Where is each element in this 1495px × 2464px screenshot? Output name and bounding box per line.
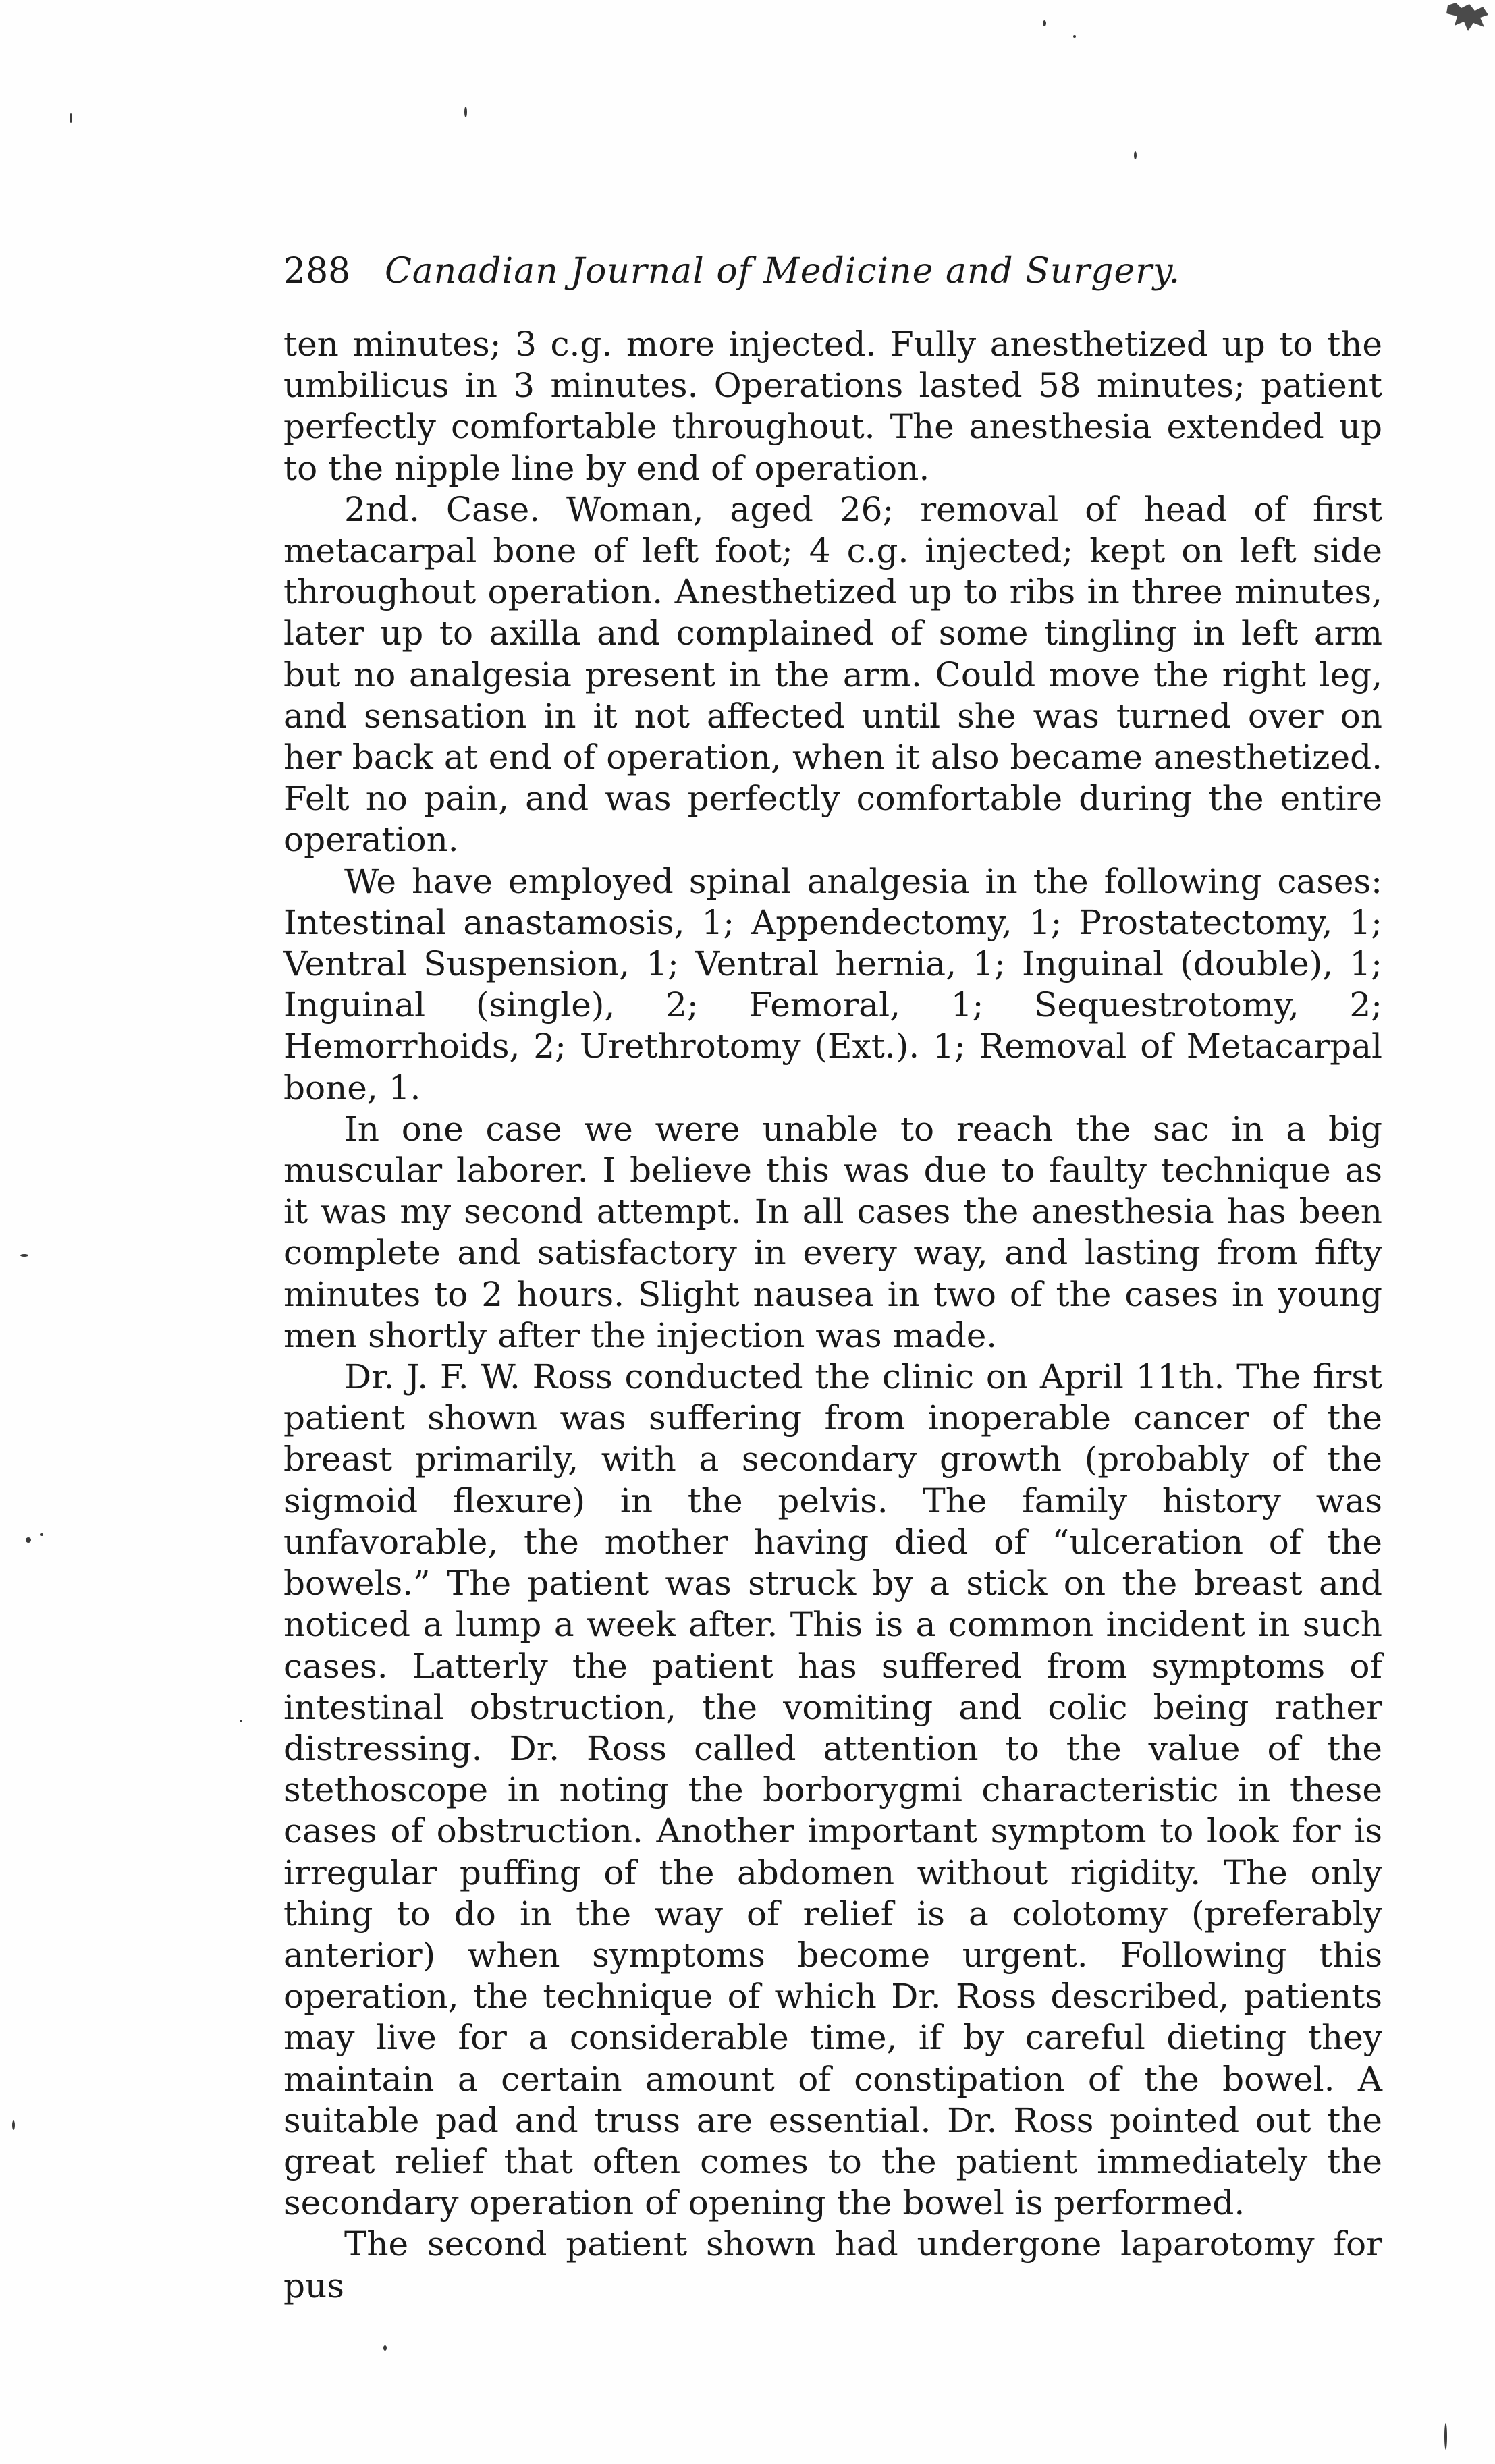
running-title: Canadian Journal of Medicine and Surgery. xyxy=(385,251,1181,292)
scan-speck xyxy=(383,2345,387,2351)
page-number: 288 xyxy=(283,251,351,292)
scan-speck xyxy=(464,107,467,117)
scan-speck xyxy=(70,113,72,123)
scan-speck xyxy=(1444,2423,1447,2450)
running-header xyxy=(283,244,1390,298)
scan-speck xyxy=(1073,35,1076,38)
scan-speck xyxy=(40,1533,43,1536)
scan-speck xyxy=(12,2120,15,2130)
paragraph: 2nd. Case. Woman, aged 26; removal of head of first metacarpal bone of left foot; 4 c.g. injected; kept on left side throughout operation. Anesthetized up to ribs in three minutes, later up to axilla and complained of some tingling in left arm but no analgesia present in the arm. Could move the right leg, and sensation in it not affected until she was turned over on her back at end of operation, when it also became anesthetized. Felt no pain, and was perfectly comfortable during the entire operation. xyxy=(283,489,1382,860)
paragraph: ten minutes; 3 c.g. more injected. Fully anesthetized up to the umbilicus in 3 minutes. Operations lasted 58 minutes; patient perfectly comfortable throughout. The anesthesia extended up to the nipple line by end of operation. xyxy=(283,325,1382,488)
paragraph: In one case we were unable to reach the sac in a big muscular laborer. I believe this was due to faulty technique as it was my second attempt. In all cases the anesthesia has been complete and satisfactory in every way, and lasting from fifty minutes to 2 hours. Slight nausea in two of the cases in young men shortly after the injection was made. xyxy=(283,1109,1382,1355)
scan-speck xyxy=(1134,151,1137,159)
body-text xyxy=(283,324,1382,2307)
scan-speck xyxy=(1043,20,1046,26)
paragraph: The second patient shown had undergone laparotomy for pus xyxy=(283,2224,1382,2305)
corner-smudge xyxy=(1441,0,1495,40)
scan-speck xyxy=(26,1537,31,1543)
paragraph: Dr. J. F. W. Ross conducted the clinic on April 11th. The first patient shown was suffering from inoperable cancer of the breast primarily, with a secondary growth (probably of the sigmoid flexure) in the pelvis. The family history was unfavorable, the mother having died of “ulceration of the bowels.” The patient was struck by a stick on the breast and noticed a lump a week after. This is a common incident in such cases. Latterly the patient has suffered from symptoms of intestinal obstruction, the vomiting and colic being rather distressing. Dr. Ross called attention to the value of the stethoscope in noting the borborygmi characteristic in these cases of obstruction. Another important symptom to look for is irregular puffing of the abdomen without rigidity. The only thing to do in the way of relief is a colotomy (preferably anterior) when symptoms become urgent. Following this operation, the technique of which Dr. Ross described, patients may live for a considerable time, if by careful dieting they maintain a certain amount of constipation of the bowel. A suitable pad and truss are essential. Dr. Ross pointed out the great relief that often comes to the patient immediately the secondary operation of opening the bowel is performed. xyxy=(283,1357,1382,2223)
paragraph: We have employed spinal analgesia in the following cases: Intestinal anastamosis, 1; Appendectomy, 1; Prostatectomy, 1; Ventral Suspension, 1; Ventral hernia, 1; Inguinal (double), 1; Inguinal (single), 2; Femoral, 1; Sequestrotomy, 2; Hemorrhoids, 2; Urethrotomy (Ext.). 1; Removal of Metacarpal bone, 1. xyxy=(283,861,1382,1107)
scan-speck xyxy=(20,1254,28,1257)
scan-speck xyxy=(240,1720,242,1722)
